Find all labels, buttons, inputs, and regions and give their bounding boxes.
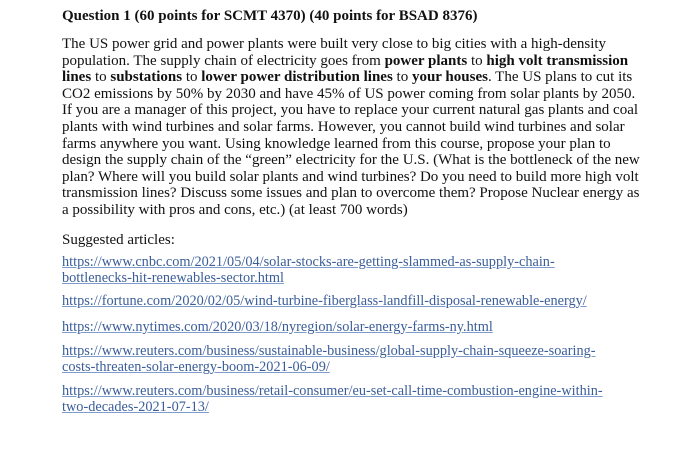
- article-link-text[interactable]: https://www.reuters.com/business/retail-consumer/eu-set-call-time-combustion-engine-within-: [62, 383, 603, 399]
- body-line: [62, 152, 640, 169]
- body-text: to: [467, 52, 487, 69]
- body-text: population. The supply chain of electricity goes from: [62, 52, 385, 69]
- bold-text: substations: [110, 69, 183, 86]
- body-line: [62, 36, 640, 53]
- bold-text: power plants: [384, 52, 468, 69]
- body-text: design the supply chain of the “green” electricity for the U.S. (What is the bottleneck of the new: [62, 152, 640, 169]
- body-line: [62, 119, 640, 136]
- body-text: transmission lines? Discuss some issues and plan to overcome them? Propose Nuclear energy as: [62, 185, 640, 202]
- body-text: to: [182, 69, 202, 86]
- body-text: The US power grid and power plants were built very close to big cities with a high-density: [62, 36, 607, 52]
- bold-text: lines: [62, 69, 92, 86]
- body-text: CO2 emissions by 50% by 2030 and have 45% of US power coming from solar plants by 2050.: [62, 85, 636, 102]
- body-line: [62, 69, 640, 86]
- body-text: a possibility with pros and cons, etc.) (at least 700 words): [62, 201, 408, 218]
- bold-text: high volt transmission: [486, 52, 629, 69]
- article-link-text[interactable]: https://www.cnbc.com/2021/05/04/solar-stocks-are-getting-slammed-as-supply-chain-: [62, 254, 555, 270]
- body-line: [62, 185, 640, 202]
- body-text: farms anywhere you want. Using knowledge learned from this course, propose your plan to: [62, 135, 611, 152]
- article-link-text[interactable]: costs-threaten-solar-energy-boom-2021-06-09/: [62, 359, 330, 376]
- article-link-text[interactable]: bottlenecks-hit-renewables-sector.html: [62, 270, 284, 287]
- body-text: . The US plans to cut its: [487, 69, 633, 86]
- body-line: [62, 102, 640, 119]
- article-link-text[interactable]: https://fortune.com/2020/02/05/wind-turbine-fiberglass-landfill-disposal-renewable-energy/: [62, 293, 587, 309]
- bold-text: your houses: [411, 69, 488, 86]
- article-link[interactable]: [62, 254, 555, 286]
- body-line: [62, 169, 640, 186]
- body-text: plants with wind turbines and solar farms. However, you cannot build wind turbines and solar: [62, 118, 625, 135]
- body-line: [62, 202, 640, 219]
- question-title: Question 1 (60 points for SCMT 4370) (40 points for BSAD 8376): [62, 8, 478, 24]
- article-link[interactable]: [62, 319, 493, 335]
- article-link[interactable]: [62, 343, 596, 375]
- article-link-text[interactable]: https://www.reuters.com/business/sustainable-business/global-supply-chain-squeeze-soaring-: [62, 343, 596, 359]
- article-link-text[interactable]: https://www.nytimes.com/2020/03/18/nyregion/solar-energy-farms-ny.html: [62, 319, 493, 335]
- article-link[interactable]: [62, 293, 587, 309]
- body-text: to: [91, 69, 111, 86]
- body-text: If you are a manager of this project, you have to replace your current natural gas plants and coal: [62, 102, 639, 119]
- body-line: [62, 53, 640, 70]
- body-line: [62, 86, 640, 103]
- body-line: [62, 136, 640, 153]
- body-text: plan? Where will you build solar plants and wind turbines? Do you need to build more high volt: [62, 168, 639, 185]
- article-link[interactable]: [62, 383, 603, 415]
- body-text: to: [392, 69, 412, 86]
- bold-text: lower power distribution lines: [201, 69, 393, 86]
- question-body: [62, 36, 640, 219]
- suggested-articles-label: Suggested articles:: [62, 232, 175, 248]
- article-link-text[interactable]: two-decades-2021-07-13/: [62, 399, 209, 416]
